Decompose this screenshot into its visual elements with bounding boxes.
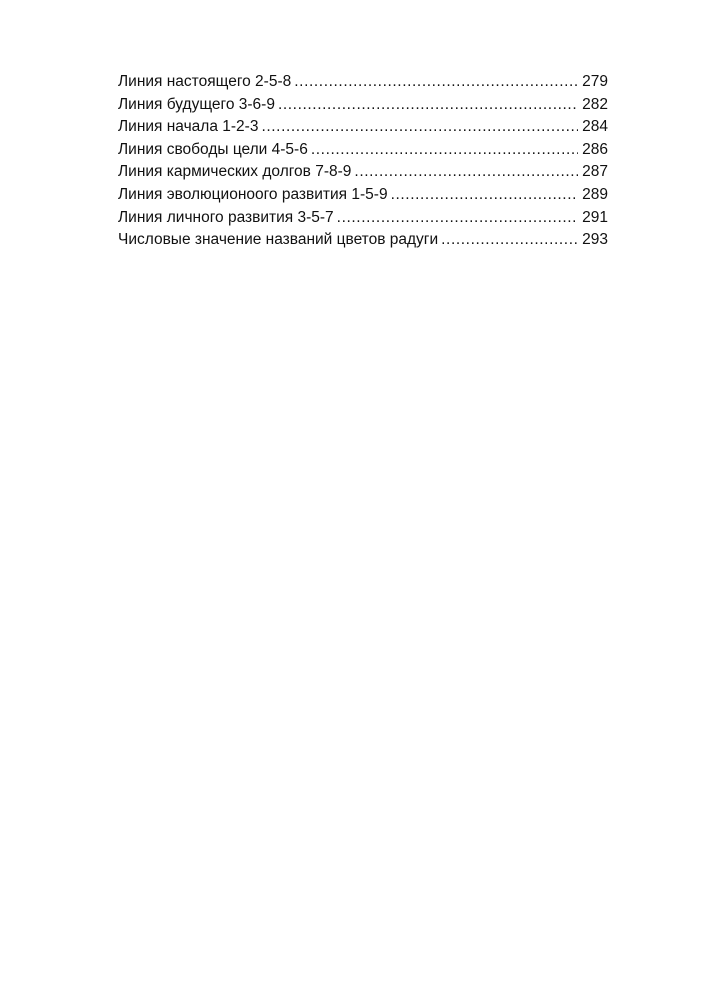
toc-dot-leader <box>354 161 578 184</box>
toc-entry <box>118 184 608 207</box>
toc-entry-page: 279 <box>582 73 608 90</box>
toc-entry-page: 286 <box>582 140 608 158</box>
toc-entry-title: Линия кармических долгов 7-8-9 <box>118 163 352 181</box>
toc-entry-title: Линия свободы цели 4-5-6 <box>118 140 308 158</box>
toc-entry-page: 287 <box>582 163 608 181</box>
toc-dot-leader <box>311 139 578 162</box>
toc-entry-title: Линия личного развития 3-5-7 <box>118 208 334 226</box>
toc-entry <box>118 94 608 117</box>
toc-entry-title: Линия начала 1-2-3 <box>118 118 259 136</box>
toc-entry <box>118 161 608 184</box>
toc-entry-page: 291 <box>582 208 608 226</box>
toc-dot-leader <box>441 229 578 252</box>
toc-entry-page: 293 <box>582 231 608 249</box>
toc-dot-leader <box>261 116 578 139</box>
toc-dot-leader <box>337 207 578 230</box>
toc-dot-leader <box>294 71 578 94</box>
table-of-contents <box>118 71 608 252</box>
toc-dot-leader <box>391 184 579 207</box>
toc-entry-title: Линия настоящего 2-5-8 <box>118 73 292 90</box>
toc-entry-page: 289 <box>582 185 608 203</box>
toc-entry-page: 282 <box>582 95 608 113</box>
toc-entry-title: Линия будущего 3-6-9 <box>118 95 275 113</box>
toc-entry <box>118 229 608 252</box>
toc-entry <box>118 207 608 230</box>
toc-entry <box>118 139 608 162</box>
toc-entry-title: Числовые значение названий цветов радуги <box>118 231 439 249</box>
toc-entry-title: Линия эволюционоого развития 1-5-9 <box>118 185 388 203</box>
toc-dot-leader <box>278 94 578 117</box>
toc-entry <box>118 116 608 139</box>
toc-entry <box>118 71 608 94</box>
toc-entry-page: 284 <box>582 118 608 136</box>
